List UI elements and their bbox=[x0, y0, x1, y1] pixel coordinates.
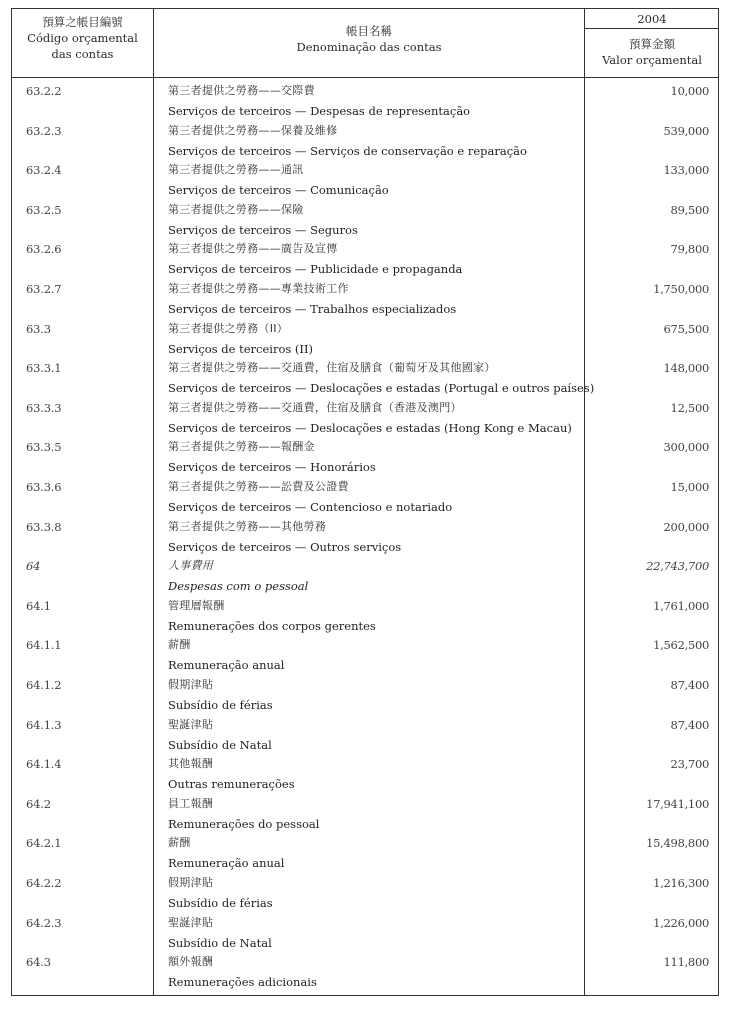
account-name-zh: 第三者提供之勞務——保險 bbox=[168, 202, 304, 216]
table-row bbox=[12, 675, 718, 715]
account-name-zh: 管理層報酬 bbox=[168, 598, 225, 612]
table-row bbox=[12, 833, 718, 873]
account-code: 64.1.2 bbox=[26, 678, 62, 692]
account-name-zh: 假期津貼 bbox=[168, 678, 214, 691]
account-name-zh: 薪酬 bbox=[168, 836, 191, 850]
table-row bbox=[12, 200, 718, 240]
header-year: 2004 bbox=[637, 12, 667, 26]
table-row bbox=[12, 873, 718, 913]
header-name-zh: 帳目名稱 bbox=[346, 24, 392, 38]
account-name-zh: 人事費用 bbox=[168, 559, 214, 573]
table-row bbox=[12, 121, 718, 161]
account-name-pt: Serviços de terceiros — Serviços de conservação e reparação bbox=[168, 143, 527, 158]
header-divider bbox=[584, 28, 718, 29]
account-name-zh: 第三者提供之勞務——報酬金 bbox=[168, 440, 315, 454]
account-name-zh: 第三者提供之勞務——保養及維修 bbox=[168, 123, 338, 137]
budget-value: 10,000 bbox=[670, 84, 709, 98]
account-name-pt: Remunerações dos corpos gerentes bbox=[168, 618, 376, 633]
table-row bbox=[12, 160, 718, 200]
header-value-zh: 預算金額 bbox=[629, 37, 675, 51]
table-row bbox=[12, 279, 718, 319]
account-code: 63.3 bbox=[26, 321, 51, 336]
account-name-pt: Outras remunerações bbox=[168, 777, 295, 792]
account-name-pt: Serviços de terceiros — Despesas de representação bbox=[168, 104, 471, 118]
account-code: 64.1.4 bbox=[26, 757, 62, 772]
budget-value: 17,941,100 bbox=[646, 796, 709, 811]
header-code-zh: 預算之帳目編號 bbox=[42, 15, 123, 29]
budget-table bbox=[11, 8, 719, 996]
account-name-pt: Remunerações adicionais bbox=[168, 975, 317, 990]
header-value bbox=[585, 36, 719, 68]
table-row bbox=[12, 715, 718, 755]
table-row bbox=[12, 596, 718, 636]
header-value-pt: Valor orçamental bbox=[602, 53, 702, 67]
account-name-zh: 薪酬 bbox=[168, 638, 191, 652]
account-name-zh: 員工報酬 bbox=[168, 796, 214, 810]
account-name-zh: 第三者提供之勞務——交際費 bbox=[168, 84, 315, 97]
table-row bbox=[12, 635, 718, 675]
table-row bbox=[12, 437, 718, 477]
account-code: 63.2.3 bbox=[26, 123, 62, 138]
header-code bbox=[12, 14, 153, 62]
account-code: 64.2.2 bbox=[26, 876, 62, 890]
account-code: 63.2.6 bbox=[26, 242, 62, 257]
account-name-zh: 假期津貼 bbox=[168, 876, 214, 889]
account-code: 63.3.6 bbox=[26, 480, 62, 494]
budget-value: 12,500 bbox=[670, 400, 709, 415]
table-row bbox=[12, 913, 718, 953]
header-name bbox=[154, 23, 584, 55]
account-name-zh: 第三者提供之勞務——廣告及宣傳 bbox=[168, 242, 338, 256]
budget-value: 133,000 bbox=[663, 163, 709, 178]
account-name-pt: Serviços de terceiros — Publicidade e propaganda bbox=[168, 262, 463, 277]
account-name-pt: Subsídio de férias bbox=[168, 896, 273, 910]
account-name-zh: 聖誕津貼 bbox=[168, 915, 214, 929]
account-code: 64.2 bbox=[26, 796, 51, 811]
account-name-pt: Serviços de terceiros — Seguros bbox=[168, 222, 358, 237]
budget-value: 111,800 bbox=[663, 955, 709, 970]
account-code: 63.3.3 bbox=[26, 400, 62, 415]
account-name-pt: Serviços de terceiros — Comunicação bbox=[168, 183, 389, 198]
account-code: 63.3.1 bbox=[26, 361, 62, 376]
account-name-pt: Serviços de terceiros — Outros serviços bbox=[168, 539, 402, 554]
budget-value: 539,000 bbox=[663, 123, 709, 138]
table-row bbox=[12, 319, 718, 359]
header-code-pt2: das contas bbox=[51, 47, 114, 61]
account-name-zh: 聖誕津貼 bbox=[168, 717, 214, 731]
account-name-pt: Subsídio de Natal bbox=[168, 935, 272, 950]
budget-value: 1,761,000 bbox=[653, 598, 709, 613]
table-row bbox=[12, 794, 718, 834]
account-name-pt: Despesas com o pessoal bbox=[168, 579, 309, 594]
account-name-zh: 第三者提供之勞務——專業技術工作 bbox=[168, 282, 349, 295]
account-code: 64.1.3 bbox=[26, 717, 62, 732]
account-code: 64.3 bbox=[26, 955, 51, 970]
account-code: 64.2.1 bbox=[26, 836, 62, 851]
header-name-pt: Denominação das contas bbox=[296, 40, 442, 54]
header-code-pt: Código orçamental bbox=[27, 31, 138, 45]
account-name-pt: Serviços de terceiros — Contencioso e notariado bbox=[168, 500, 453, 514]
account-name-zh: 第三者提供之勞務（II） bbox=[168, 321, 289, 335]
budget-value: 300,000 bbox=[663, 440, 709, 455]
account-name-pt: Remunerações do pessoal bbox=[168, 816, 320, 831]
budget-value: 1,562,500 bbox=[653, 638, 709, 653]
table-row bbox=[12, 358, 718, 398]
budget-value: 200,000 bbox=[663, 519, 709, 534]
account-name-zh: 第三者提供之勞務——交通費，住宿及膳食（香港及澳門） bbox=[168, 400, 462, 414]
budget-value: 148,000 bbox=[663, 361, 709, 376]
account-name-zh: 額外報酬 bbox=[168, 955, 214, 969]
account-name-pt: Serviços de terceiros — Honorários bbox=[168, 460, 376, 475]
table-row bbox=[12, 517, 718, 557]
table-row bbox=[12, 754, 718, 794]
account-name-pt: Serviços de terceiros — Deslocações e estadas (Hong Kong e Macau) bbox=[168, 420, 572, 435]
account-code: 63.2.4 bbox=[26, 163, 62, 178]
account-code: 63.3.5 bbox=[26, 440, 62, 455]
table-row bbox=[12, 477, 718, 517]
table-row bbox=[12, 398, 718, 438]
account-code: 63.2.2 bbox=[26, 84, 62, 98]
table-row bbox=[12, 239, 718, 279]
budget-value: 15,000 bbox=[670, 480, 709, 494]
budget-value: 89,500 bbox=[670, 202, 709, 217]
account-name-pt: Serviços de terceiros — Trabalhos especializados bbox=[168, 302, 457, 316]
account-code: 64.1.1 bbox=[26, 638, 62, 653]
account-code: 63.2.7 bbox=[26, 282, 62, 296]
account-name-zh: 第三者提供之勞務——交通費，住宿及膳食（葡萄牙及其他國家） bbox=[168, 361, 496, 375]
budget-value: 22,743,700 bbox=[646, 559, 709, 574]
budget-value: 87,400 bbox=[670, 717, 709, 732]
budget-value: 1,750,000 bbox=[653, 282, 709, 296]
budget-value: 1,216,300 bbox=[653, 876, 709, 890]
table-row bbox=[12, 556, 718, 596]
header-bottom-border bbox=[12, 77, 718, 78]
account-name-pt: Subsídio de Natal bbox=[168, 737, 272, 752]
budget-value: 15,498,800 bbox=[646, 836, 709, 851]
budget-value: 23,700 bbox=[670, 757, 709, 772]
table-row bbox=[12, 81, 718, 121]
account-code: 63.2.5 bbox=[26, 202, 62, 217]
budget-value: 1,226,000 bbox=[653, 915, 709, 930]
account-code: 63.3.8 bbox=[26, 519, 62, 534]
account-name-zh: 第三者提供之勞務——訟費及公證費 bbox=[168, 480, 349, 493]
account-name-pt: Serviços de terceiros (II) bbox=[168, 341, 313, 356]
budget-value: 79,800 bbox=[670, 242, 709, 257]
account-name-pt: Remuneração anual bbox=[168, 658, 285, 673]
account-code: 64.2.3 bbox=[26, 915, 62, 930]
account-name-zh: 第三者提供之勞務——其他勞務 bbox=[168, 519, 327, 533]
account-name-zh: 第三者提供之勞務——通訊 bbox=[168, 163, 304, 177]
account-code: 64 bbox=[26, 559, 41, 574]
budget-value: 675,500 bbox=[663, 321, 709, 336]
account-name-pt: Serviços de terceiros — Deslocações e estadas (Portugal e outros países) bbox=[168, 381, 595, 396]
account-name-pt: Remuneração anual bbox=[168, 856, 285, 871]
account-name-pt: Subsídio de férias bbox=[168, 698, 273, 712]
budget-value: 87,400 bbox=[670, 678, 709, 692]
account-code: 64.1 bbox=[26, 598, 51, 613]
account-name-zh: 其他報酬 bbox=[168, 757, 214, 771]
table-row bbox=[12, 952, 718, 992]
